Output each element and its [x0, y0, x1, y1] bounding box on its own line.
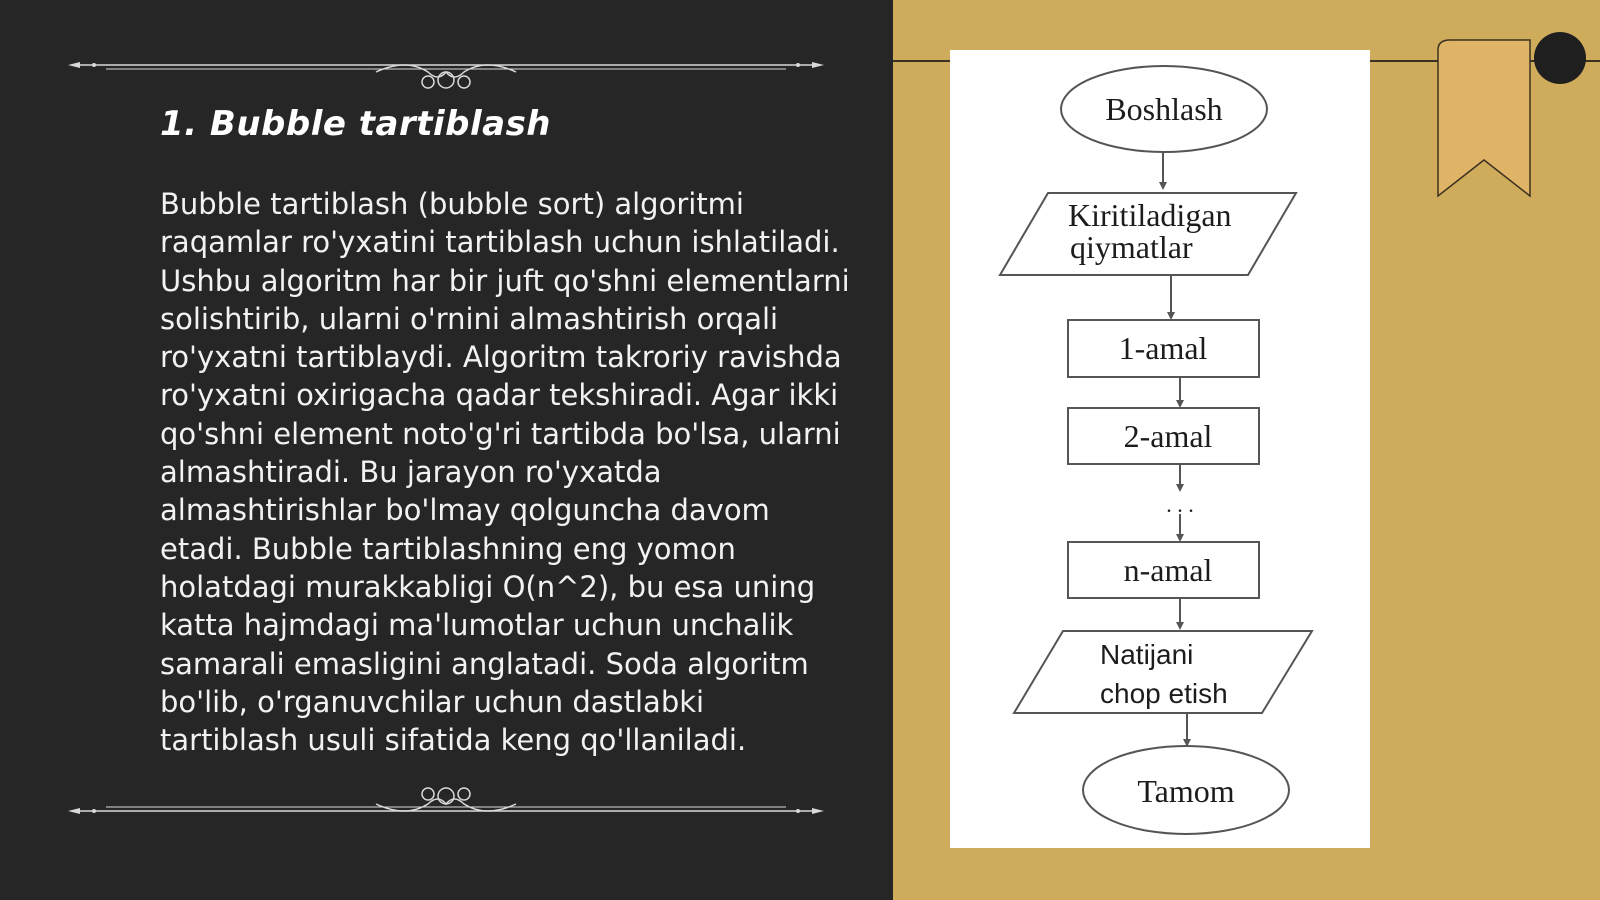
flowchart-card — [950, 50, 1370, 848]
bookmark-ribbon-icon — [1420, 30, 1600, 200]
output-label-line1: Natijani — [1100, 639, 1194, 670]
ellipsis-label: . . . — [1166, 492, 1194, 517]
stepn-label: n-amal — [1123, 552, 1213, 588]
bottom-ornament-divider — [66, 786, 826, 826]
slide-title: 1. Bubble tartiblash — [160, 104, 552, 144]
step2-label: 2-amal — [1123, 418, 1213, 454]
end-label: Tamom — [1137, 773, 1235, 809]
step1-label: 1-amal — [1118, 330, 1208, 366]
start-label: Boshlash — [1105, 91, 1223, 127]
flowchart-diagram — [950, 50, 1370, 848]
input-label-line2: qiymatlar — [1070, 229, 1193, 265]
output-label-line2: chop etish — [1100, 678, 1228, 709]
top-ornament-divider — [66, 50, 826, 90]
input-label-line1: Kiritiladigan — [1068, 197, 1232, 233]
slide-body-text: Bubble tartiblash (bubble sort) algoritmi raqamlar ro'yxatini tartiblash uchun ishlatiladi. Ushbu algoritm har bir juft qo'shni elementlarni solishtirib, ularni o'rnini almashtirish orqali ro'yxatni tartiblaydi. Algoritm takroriy ravishda ro'yxatni oxirigacha qadar tekshiradi. Agar ikki qo'shni element noto'g'ri tartibda bo'lsa, ularni almashtiradi. Bu jarayon ro'yxatda almashtirishlar bo'lmay qolguncha davom etadi. Bubble tartiblashning eng yomon holatdagi murakkabligi O(n^2), bu esa uning katta hajmdagi ma'lumotlar uchun unchalik samarali emasligini anglatadi. Soda algoritm bo'lib, o'rganuvchilar uchun dastlabki tartiblash usuli sifatida keng qo'llaniladi. — [160, 187, 850, 758]
